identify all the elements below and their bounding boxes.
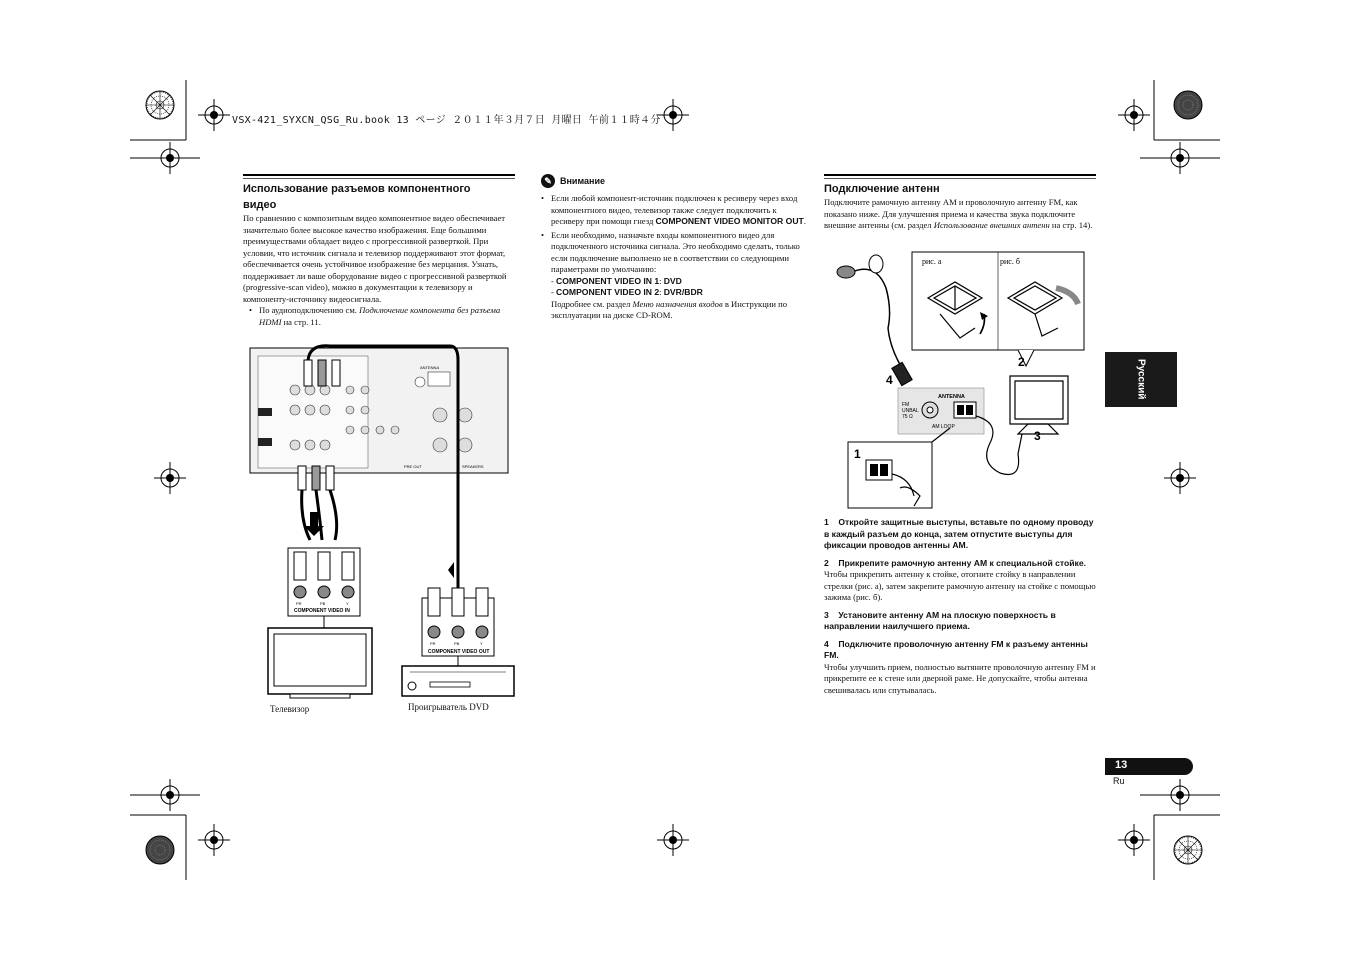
dvd-caption: Проигрыватель DVD [408, 702, 489, 712]
receiver-antenna-text: ANTENNA [420, 365, 440, 370]
page-number-badge: 13 [1105, 758, 1193, 775]
caution-bullet-2: • Если необходимо, назначьте входы компонентного видео для подключенного источника сигнала. Это необходимо сделать, только если подключение выполнено не в соответствии со следующими параметрами по умолчанию: - COMPONENT VIDEO IN 1: DVD - COMPONENT VIDEO IN 2: DVR/BDR Подробнее см. раздел Меню назначения входов в Инструкции по эксплуатации на диске CD-ROM. [541, 230, 809, 322]
antenna-steps [824, 517, 1096, 696]
fig-b-label: рис. б [1000, 257, 1020, 266]
left-column-rule [243, 174, 515, 176]
language-code: Ru [1113, 776, 1125, 786]
caution-notes [541, 193, 809, 322]
step-3-marker: 3 [1034, 429, 1041, 443]
component-video-diagram [240, 340, 520, 705]
caution-title: Внимание [560, 176, 605, 186]
dvd-jack-pr: PR [430, 641, 436, 646]
receiver-preout-text: PRE OUT [404, 464, 422, 469]
panel-unbal-label: UNBAL [902, 408, 919, 414]
section-title-component-video: Использование разъемов компонентного видео [243, 183, 471, 211]
step-3: 3 Установите антенну AM на плоскую поверхность в направлении наилучшего приема. [824, 609, 1056, 631]
tv-jack-pr: PR [296, 601, 302, 606]
antennas-intro: Подключите рамочную антенну AM и проволочную антенну FM, как показано ниже. Для улучшения приема и качества звука подключите внешние антенны (см. раздел Использование внешних антенн на стр. 14). [824, 197, 1093, 230]
step-4: 4 Подключите проволочную антенну FM к разъему антенны FM. Чтобы улучшить прием, полностью вытяните проволочную антенну FM и прикрепите ее к стене или дверной раме. Не допускайте, чтобы антенна свешивалась или спутывалась. [824, 638, 1096, 695]
antenna-diagram [830, 248, 1090, 513]
step-2: 2 Прикрепите рамочную антенну AM к специальной стойке. Чтобы прикрепить антенну к стойке, отогните стойку в направлении стрелки (рис. а), затем закрепите рамочную антенну на стойке с помощью зажима (рис. б). [824, 557, 1096, 602]
panel-am-loop-label: AM LOOP [932, 424, 955, 430]
dvd-jack-pb: PB [454, 641, 460, 646]
panel-fm-label: FM [902, 402, 910, 408]
tv-jack-pb: PB [320, 601, 326, 606]
audio-connection-note: • По аудиоподключению см. Подключение компонента без разъема HDMI на стр. 11. [249, 305, 515, 328]
dvd-jack-label: COMPONENT VIDEO OUT [428, 649, 490, 655]
step-1: 1 Откройте защитные выступы, вставьте по одному проводу в каждый разъем до конца, затем отпустите выступы для фиксации проводов антенны AM. [824, 517, 1094, 550]
right-column-rule [824, 174, 1096, 176]
caution-bullet-1: • Если любой компонент-источник подключен к ресиверу через вход компонентного видео, телевизор также следует подключить к ресиверу при помощи гнезд COMPONENT VIDEO MONITOR OUT. [541, 193, 809, 228]
dvd-jack-y: Y [480, 641, 483, 646]
tv-jack-y: Y [346, 601, 349, 606]
step-1-marker: 1 [854, 447, 861, 461]
component-video-paragraph: По сравнению с композитным видео компонентное видео обеспечивает значительно более высокое качество изображения. Еще большими преимуществами обладает видео с прогрессивной разверткой. При условии, что источник сигнала и телевизор поддерживают этот формат, обеспечивается очень устойчивое изображение без мерцания. Узнать, поддерживает ли ваше оборудование видео с прогрессивной разверткой (progressive-scan video), можно в документации к телевизору и компоненту-источнику видеосигнала. • По аудиоподключению см. Подключение компонента без разъема HDMI на стр. 11. [243, 213, 515, 328]
tv-caption: Телевизор [270, 704, 310, 714]
step-2-marker: 2 [1018, 355, 1025, 369]
caution-icon: ✎ [541, 174, 555, 188]
step-4-marker: 4 [886, 373, 893, 387]
tv-jack-label: COMPONENT VIDEO IN [294, 608, 350, 614]
panel-antenna-label: ANTENNA [938, 394, 965, 400]
panel-ohm-label: 75 Ω [902, 414, 913, 420]
receiver-speakers-text: SPEAKERS [462, 464, 484, 469]
fig-a-label: рис. а [922, 257, 942, 266]
language-tab: Русский [1105, 352, 1177, 407]
file-header: VSX-421_SYXCN_QSG_Ru.book 13 ページ ２０１１年３月７日 月曜日 午前１１時４分 [232, 115, 661, 126]
section-title-antennas: Подключение антенн [824, 183, 940, 195]
